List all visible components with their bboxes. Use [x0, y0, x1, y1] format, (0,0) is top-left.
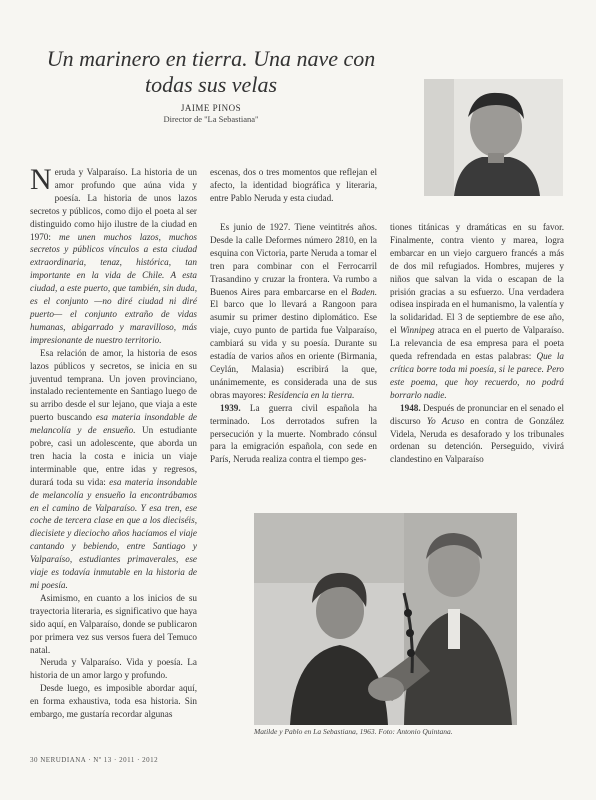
- quote-text: Que la crítica borre toda mi poesía, si le parece. Pero este poema, que hoy recuerdo, no podrá borrarlo nadie.: [390, 351, 564, 400]
- quote-text: Yo Acuso: [426, 415, 465, 426]
- year-heading: 1948.: [400, 402, 421, 413]
- photo-caption: Matilde y Pablo en La Sebastiana, 1963. Foto: Antonio Quintana.: [254, 727, 453, 736]
- drop-cap: N: [30, 163, 52, 196]
- quote-text: me unen muchos lazos, muchos secretos y públicos vínculos a esta ciudad extraordinaria, tenaz, histórica, tan importante en la vida de Chile. A esta ciudad, a este puerto, que también, sin duda, es el conjunto —no diré ciudad ni diré puerto— el conjunto extraño de vidas humanas, abigarrado y maravilloso, más impresionante de nuestro territorio.: [30, 231, 197, 345]
- paragraph-text: La guerra civil española ha terminado. Los derrotados sufren la persecución y la muerte. Nombrado cónsul para la emigración española, con sede en París, Neruda realiza contra el tiempo ges-: [210, 402, 377, 465]
- quote-text: Residencia en la tierra.: [268, 389, 355, 400]
- column-3: [390, 221, 564, 466]
- page-footer: 30 NERUDIANA · Nº 13 · 2011 · 2012: [30, 756, 159, 764]
- article-title: Un marinero en tierra. Una nave con todas sus velas: [46, 46, 376, 97]
- paragraph-text: atraca en el puerto de Valparaíso. La relevancia de esa empresa para el poeta queda refrendada en estas palabras:: [390, 325, 564, 362]
- paragraph-text: Esa relación de amor, la historia de esos lazos públicos y secretos, se inicia en su juventud temprana. Un joven provinciano, instalado recientemente en Santiago luego de su arribo desde el sur lejano, que viaja a este puerto buscando: [30, 347, 197, 423]
- paragraph-text: eruda y Valparaíso. La historia de un amor profundo que aúna vida y poesía. La historia de unos lazos secretos y públicos, como dijo el poeta al ser distinguido como hijo ilustre de la ciudad en 1970:: [30, 167, 197, 242]
- quote-text: Winnipeg: [399, 325, 435, 336]
- author-role: Director de "La Sebastiana": [163, 114, 259, 124]
- quote-text: esa materia insondable de melancolía y de ensueño.: [30, 412, 198, 436]
- paragraph-text: Después de pronunciar en el senado el discurso: [390, 402, 564, 426]
- paragraph-text: tiones titánicas y dramáticas en su favor. Finalmente, contra viento y marea, logra embarcar en un viejo carguero francés a más de dos mil refugiados. Hombres, mujeres y niños que salvan la vida o escapan de la prisión gracias a su esfuerzo. Una verdadera odisea inspirada en el humanismo, la valentía y la solidaridad. El 3 de septiembre de ese año, el: [390, 222, 565, 336]
- paragraph-text: El barco que lo llevará a Rangoon para asumir su primer destino diplomático. Ese viaje, cuyo punto de partida fue Valparaíso, cambiará su vida y su poesía. Durante su estadía de varios años en oriente (Birmania, Ceylán, Malasia) escribirá la que, unánimemente, es considerada una de sus obras mayores:: [210, 299, 377, 400]
- column-2-top: [210, 166, 377, 205]
- paragraph-text: en contra de González Videla, Neruda es desaforado y los tribunales ordenan su detención. Perseguido, vivirá clandestino en Valparaíso: [390, 415, 564, 465]
- paragraph: Asimismo, en cuanto a los inicios de su trayectoria literaria, es significativo que haya sido aquí, en Valparaíso, donde se publicaron por primera vez sus versos fuera del Temuco natal.: [30, 592, 197, 655]
- paragraph: Neruda y Valparaíso. Vida y poesía. La historia de un amor largo y profundo.: [30, 657, 197, 681]
- column-2: [210, 221, 377, 466]
- column-1: [30, 163, 198, 721]
- matilde-pablo-photo: [254, 513, 517, 725]
- author-portrait-photo: [424, 79, 563, 196]
- paragraph: Desde luego, es imposible abordar aquí, en forma exhaustiva, toda esa historia. Sin embargo, me gustaría recordar algunas: [30, 683, 197, 720]
- year-heading: 1939.: [220, 402, 241, 413]
- paragraph: escenas, dos o tres momentos que reflejan el afecto, la identidad biográfica y literaria, entre Pablo Neruda y esta ciudad.: [210, 167, 377, 203]
- author-name: JAIME PINOS: [180, 103, 242, 113]
- quote-text: Baden.: [351, 286, 377, 297]
- paragraph-text: Un estudiante pobre, casi un adolescente, que aborda un tren hacia la costa e inicia un viaje interminable que, entre idas y regresos, durará toda su vida:: [30, 425, 197, 487]
- quote-text: esa materia insondable de melancolía y ensueño la encontrábamos en el camino de Valparaíso. Y esa tren, ese coche de tercera clase en que a los dieciséis, diecisiete y dieciocho años hacíamos el viaje cantando y bebiendo, entre Santiago y Valparaíso, estudiantes primaverales, ese viaje es todavía inmutable en la historia de mi poesía.: [30, 476, 197, 590]
- paragraph-text: Es junio de 1927. Tiene veintitrés años. Desde la calle Deformes número 2810, en la esquina con Victoria, parte Neruda a tomar el tren para combinar con el Ferrocarril Trasandino y cruzar la frontera. Va rumbo a Buenos Aires para embarcarse en el: [210, 222, 377, 297]
